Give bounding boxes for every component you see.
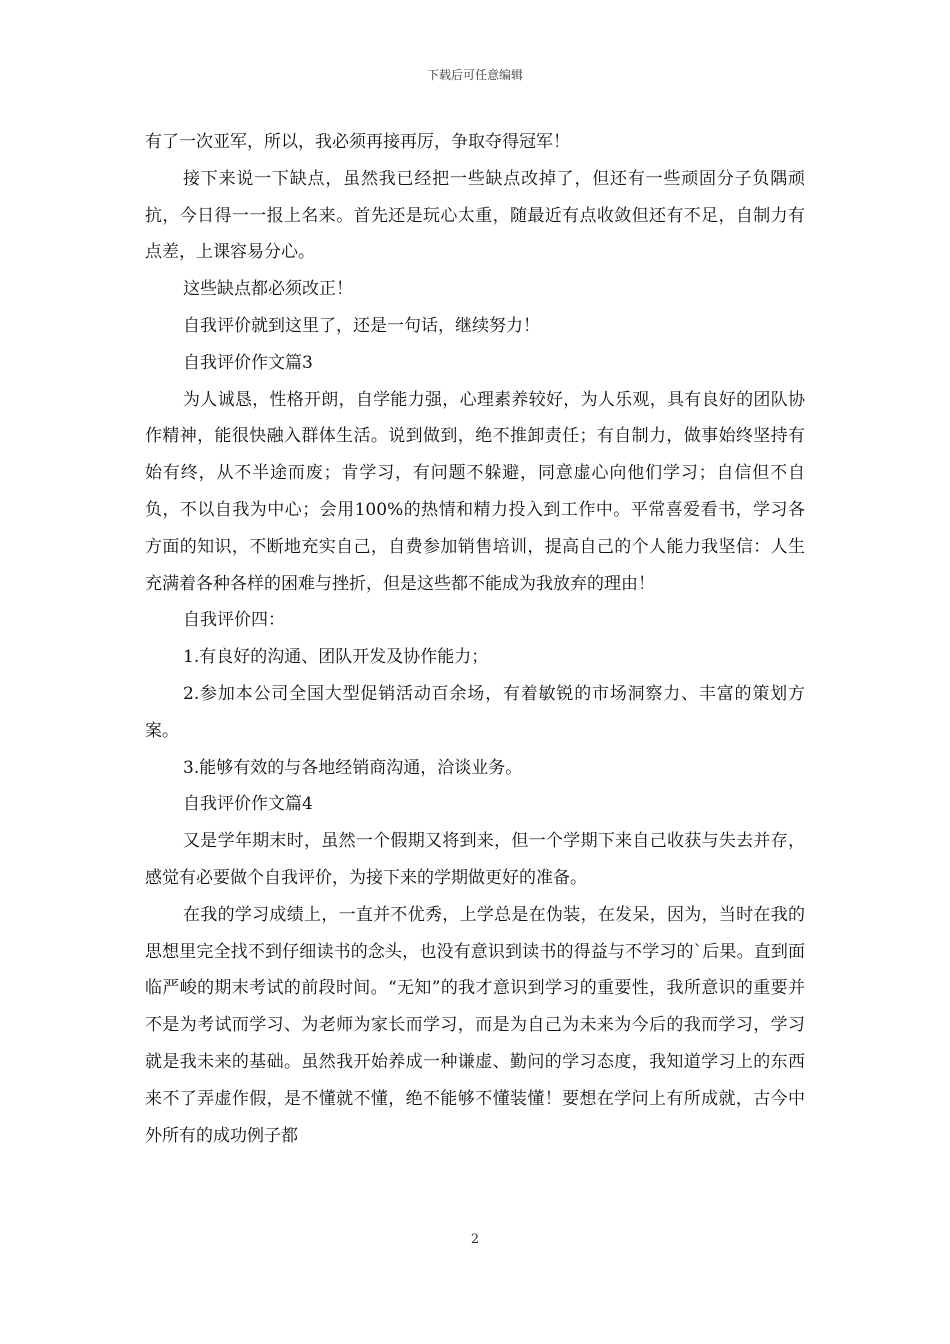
list-item-2: 2.参加本公司全国大型促销活动百余场，有着敏锐的市场洞察力、丰富的策划方案。 bbox=[145, 683, 805, 741]
list-item-3: 3.能够有效的与各地经销商沟通，洽谈业务。 bbox=[183, 757, 523, 778]
paragraph-study-results: 在我的学习成绩上，一直并不优秀，上学总是在伪装，在发呆，因为，当时在我的思想里完全找不到仔细读书的念头，也没有意识到读书的得益与不学习的`后果。直到面临严峻的期末考试的前段时间。“无知”的我才意识到学习的重要性，我所意识的重要并不是为考试而学习、为老师为家长而学习，而是为自己为未来为今后的我而学习，学习就是我未来的基础。虽然我开始养成一种谦虚、勤问的学习态度，我知道学习上的东西来不了弄虚作假，是不懂就不懂，绝不能够不懂装懂！要想在学问上有所成就，古今中外所有的成功例子都 bbox=[145, 904, 805, 1146]
paragraph-closing: 自我评价就到这里了，还是一句话，继续努力！ bbox=[183, 315, 540, 336]
paragraph-semester-end: 又是学年期末时，虽然一个假期又将到来，但一个学期下来自己收获与失去并存，感觉有必要做个自我评价，为接下来的学期做更好的准备。 bbox=[145, 831, 805, 888]
page-number: 2 bbox=[470, 1232, 480, 1247]
document-body bbox=[145, 124, 805, 1154]
page-header: 下载后可任意编辑 bbox=[426, 68, 523, 82]
section-heading-4: 自我评价作文篇4 bbox=[183, 794, 313, 815]
section-heading-four: 自我评价四： bbox=[183, 610, 285, 631]
paragraph-personality: 为人诚恳，性格开朗，自学能力强，心理素养较好，为人乐观，具有良好的团队协作精神，能很快融入群体生活。说到做到，绝不推卸责任；有自制力，做事始终坚持有始有终，从不半途而废；肯学习，有问题不躲避，同意虚心向他们学习；自信但不自负，不以自我为中心；会用100%的热情和精力投入到工作中。平常喜爱看书，学习各方面的知识，不断地充实自己，自费参加销售培训，提高自己的个人能力我坚信：人生充满着各种各样的困难与挫折，但是这些都不能成为我放弃的理由！ bbox=[145, 389, 805, 594]
section-heading-3: 自我评价作文篇3 bbox=[183, 352, 313, 373]
paragraph-continuation: 有了一次亚军，所以，我必须再接再厉，争取夺得冠军！ bbox=[145, 132, 570, 152]
paragraph-must-correct: 这些缺点都必须改正！ bbox=[183, 279, 353, 300]
list-item-1: 1.有良好的沟通、团队开发及协作能力； bbox=[183, 647, 489, 668]
paragraph-shortcomings: 接下来说一下缺点，虽然我已经把一些缺点改掉了，但还有一些顽固分子负隅顽抗，今日得一一报上名来。首先还是玩心太重，随最近有点收敛但还有不足，自制力有点差，上课容易分心。 bbox=[145, 168, 805, 263]
